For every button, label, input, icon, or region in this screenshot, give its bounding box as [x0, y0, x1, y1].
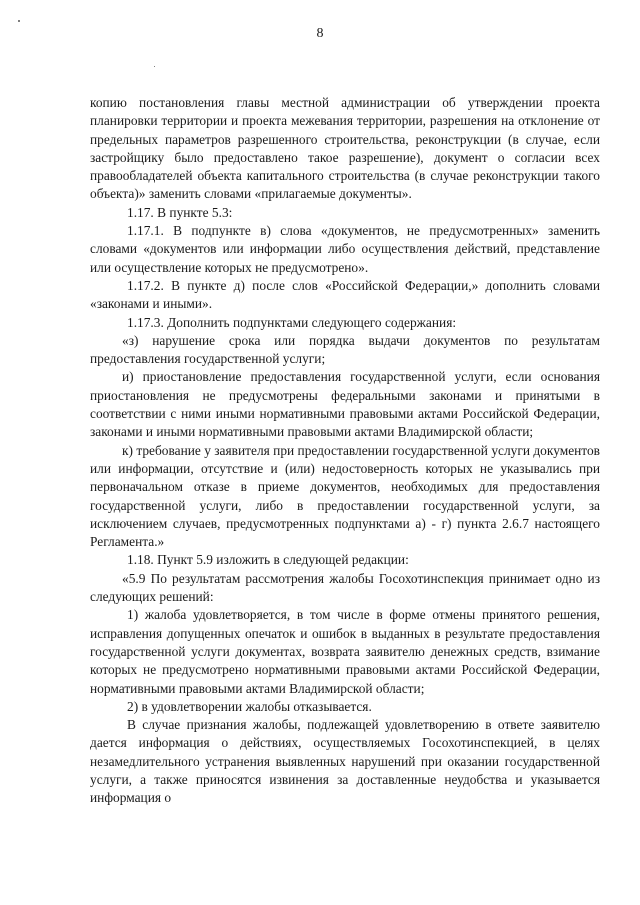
paragraph-item-1-17: 1.17. В пункте 5.3:: [127, 204, 233, 220]
paragraph-item-1-17-2: 1.17.2. В пункте д) после слов «Российской Федерации,» дополнить словами «законами и иными».: [90, 277, 600, 312]
scan-speck: [154, 66, 155, 67]
paragraph-subitem-i: и) приостановление предоставления государственной услуги, если основания приостановления не предусмотрены федеральными законами и принятыми в соответствии с ними иными нормативными правовыми актами Российской Федерации, законами и иными нормативными правовыми актами Владимирской области;: [90, 369, 600, 440]
paragraph-subitem-z: «з) нарушение срока или порядка выдачи документов по результатам предоставления государственной услуги;: [90, 332, 600, 367]
paragraph-decision-2: 2) в удовлетворении жалобы отказывается.: [127, 698, 372, 714]
document-body: [90, 94, 600, 808]
paragraph-item-1-17-1: 1.17.1. В подпункте в) слова «документов, не предусмотренных» заменить словами «документов или информации либо осуществления действий, представление или осуществление которых не предусмотрено».: [90, 223, 600, 275]
paragraph-continuation: копию постановления главы местной администрации об утверждении проекта планировки территории и проекта межевания территории, разрешения на отклонение от предельных параметров разрешенного строительства, реконструкции (в случае, если застройщику было предоставлено такое разрешение), документ о согласии всех правообладателей объекта капитального строительства (в случае реконструкции такого объекта)» заменить словами «прилагаемые документы».: [90, 95, 600, 202]
page-number: 8: [316, 26, 324, 41]
scan-speck: [18, 20, 20, 22]
paragraph-complaint-satisfied: В случае признания жалобы, подлежащей удовлетворению в ответе заявителю дается информация о действиях, осуществляемых Госохотинспекцией, в целях незамедлительного устранения выявленных нарушений при оказании государственной услуги, а также приносятся извинения за доставленные неудобства и указывается информация о: [90, 717, 600, 806]
paragraph-item-1-18: 1.18. Пункт 5.9 изложить в следующей редакции:: [127, 552, 409, 568]
paragraph-item-5-9: «5.9 По результатам рассмотрения жалобы Госохотинспекция принимает одно из следующих решений:: [90, 570, 600, 605]
paragraph-decision-1: 1) жалоба удовлетворяется, в том числе в форме отмены принятого решения, исправления допущенных опечаток и ошибок в выданных в результате предоставления государственной услуги документах, возврата заявителю денежных средств, взимание которых не предусмотрено нормативными правовыми актами Российской Федерации, нормативными правовыми актами Владимирской области;: [90, 607, 600, 696]
paragraph-subitem-k: к) требование у заявителя при предоставлении государственной услуги документов или информации, отсутствие и (или) недостоверность которых не указывались при первоначальном отказе в приеме документов, необходимых для предоставления государственной услуги, либо в предоставлении государственной услуги, за исключением случаев, предусмотренных подпунктами а) - г) пункта 2.6.7 настоящего Регламента.»: [90, 442, 600, 550]
paragraph-item-1-17-3: 1.17.3. Дополнить подпунктами следующего содержания:: [127, 314, 457, 330]
